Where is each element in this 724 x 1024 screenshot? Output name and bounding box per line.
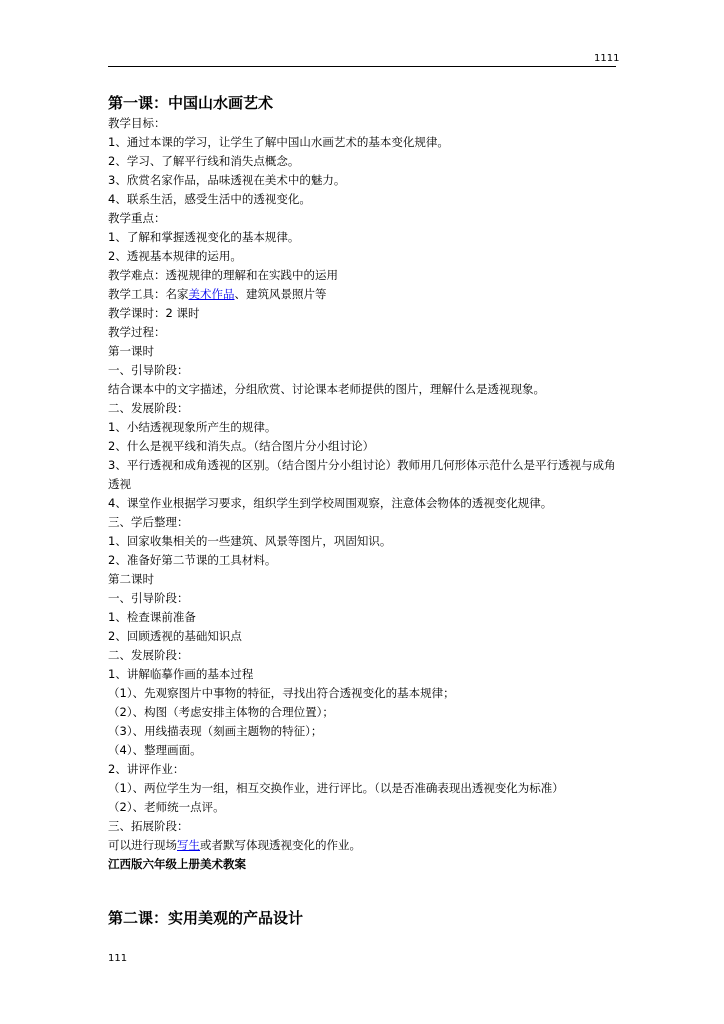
text-line: 1、了解和掌握透视变化的基本规律。	[108, 230, 300, 244]
text-line: 2、讲评作业：	[108, 762, 185, 776]
text-line: 三、学后整理：	[108, 515, 189, 529]
text-line: 2、透视基本规律的运用。	[108, 249, 242, 263]
text-line: 2、什么是视平线和消失点。（结合图片分小组讨论）	[108, 439, 375, 453]
text-line: 2、回顾透视的基础知识点	[108, 629, 242, 643]
page-footer-number: 111	[108, 953, 128, 964]
text-line: 1、回家收集相关的一些建筑、风景等图片，巩固知识。	[108, 534, 392, 548]
text-span: 或者默写体现透视变化的作业。	[200, 838, 361, 852]
text-line: （1）、先观察图片中事物的特征，寻找出符合透视变化的基本规律；	[108, 686, 455, 700]
text-line: 2、准备好第二节课的工具材料。	[108, 553, 277, 567]
text-line: 2、学习、了解平行线和消失点概念。	[108, 154, 300, 168]
text-line: 第二课时	[108, 572, 154, 586]
page-header-number: 1111	[594, 53, 620, 64]
text-line: （3）、用线描表现（刻画主题物的特征）；	[108, 724, 323, 738]
text-line: 4、课堂作业根据学习要求，组织学生到学校周围观察，注意体会物体的透视变化规律。	[108, 496, 553, 510]
text-line: 第一课时	[108, 344, 154, 358]
text-line: 3、欣赏名家作品，品味透视在美术中的魅力。	[108, 173, 346, 187]
text-line: 教学重点：	[108, 211, 166, 225]
text-line: 一、引导阶段：	[108, 591, 189, 605]
document-body	[108, 92, 620, 874]
text-paragraph: （1）、两位学生为一组，相互交换作业，进行评比。（以是否准确表现出透视变化为标准）	[108, 781, 564, 795]
header-rule	[108, 66, 616, 67]
text-line: 1、通过本课的学习，让学生了解中国山水画艺术的基本变化规律。	[108, 135, 449, 149]
art-works-link[interactable]: 美术作品	[188, 287, 235, 301]
text-span: 可以进行现场	[108, 838, 177, 852]
extension-line	[108, 836, 620, 855]
sketching-link[interactable]: 写生	[177, 838, 200, 852]
text-line: 二、发展阶段：	[108, 648, 189, 662]
text-line: 三、拓展阶段：	[108, 819, 189, 833]
text-line: （4）、整理画面。	[108, 743, 202, 757]
teaching-tools-line	[108, 285, 620, 304]
text-line: 教学课时：2 课时	[108, 306, 200, 320]
text-line: （2）、老师统一点评。	[108, 800, 225, 814]
text-line: 1、讲解临摹作画的基本过程	[108, 667, 254, 681]
text-line: 二、发展阶段：	[108, 401, 189, 415]
text-line: （2）、构图（考虑安排主体物的合理位置）；	[108, 705, 334, 719]
text-line: 4、联系生活，感受生活中的透视变化。	[108, 192, 311, 206]
text-line: 教学目标：	[108, 116, 166, 130]
text-span: 、建筑风景照片等	[234, 287, 327, 301]
text-line: 教学难点：透视规律的理解和在实践中的运用	[108, 268, 338, 282]
lesson-2-title: 第二课：实用美观的产品设计	[108, 909, 304, 927]
lesson-1-title: 第一课：中国山水画艺术	[108, 94, 274, 112]
text-span: 教学工具：名家	[108, 287, 189, 301]
text-line: 1、小结透视现象所产生的规律。	[108, 420, 277, 434]
text-line: 1、检查课前准备	[108, 610, 196, 624]
text-line: 一、引导阶段：	[108, 363, 189, 377]
text-paragraph: 3、平行透视和成角透视的区别。（结合图片分小组讨论）教师用几何形体示范什么是平行透视与成角透视	[108, 458, 616, 491]
text-line: 教学过程：	[108, 325, 166, 339]
text-line: 结合课本中的文字描述，分组欣赏、讨论课本老师提供的图片，理解什么是透视现象。	[108, 382, 545, 396]
document-subtitle: 江西版六年级上册美术教案	[108, 857, 246, 871]
